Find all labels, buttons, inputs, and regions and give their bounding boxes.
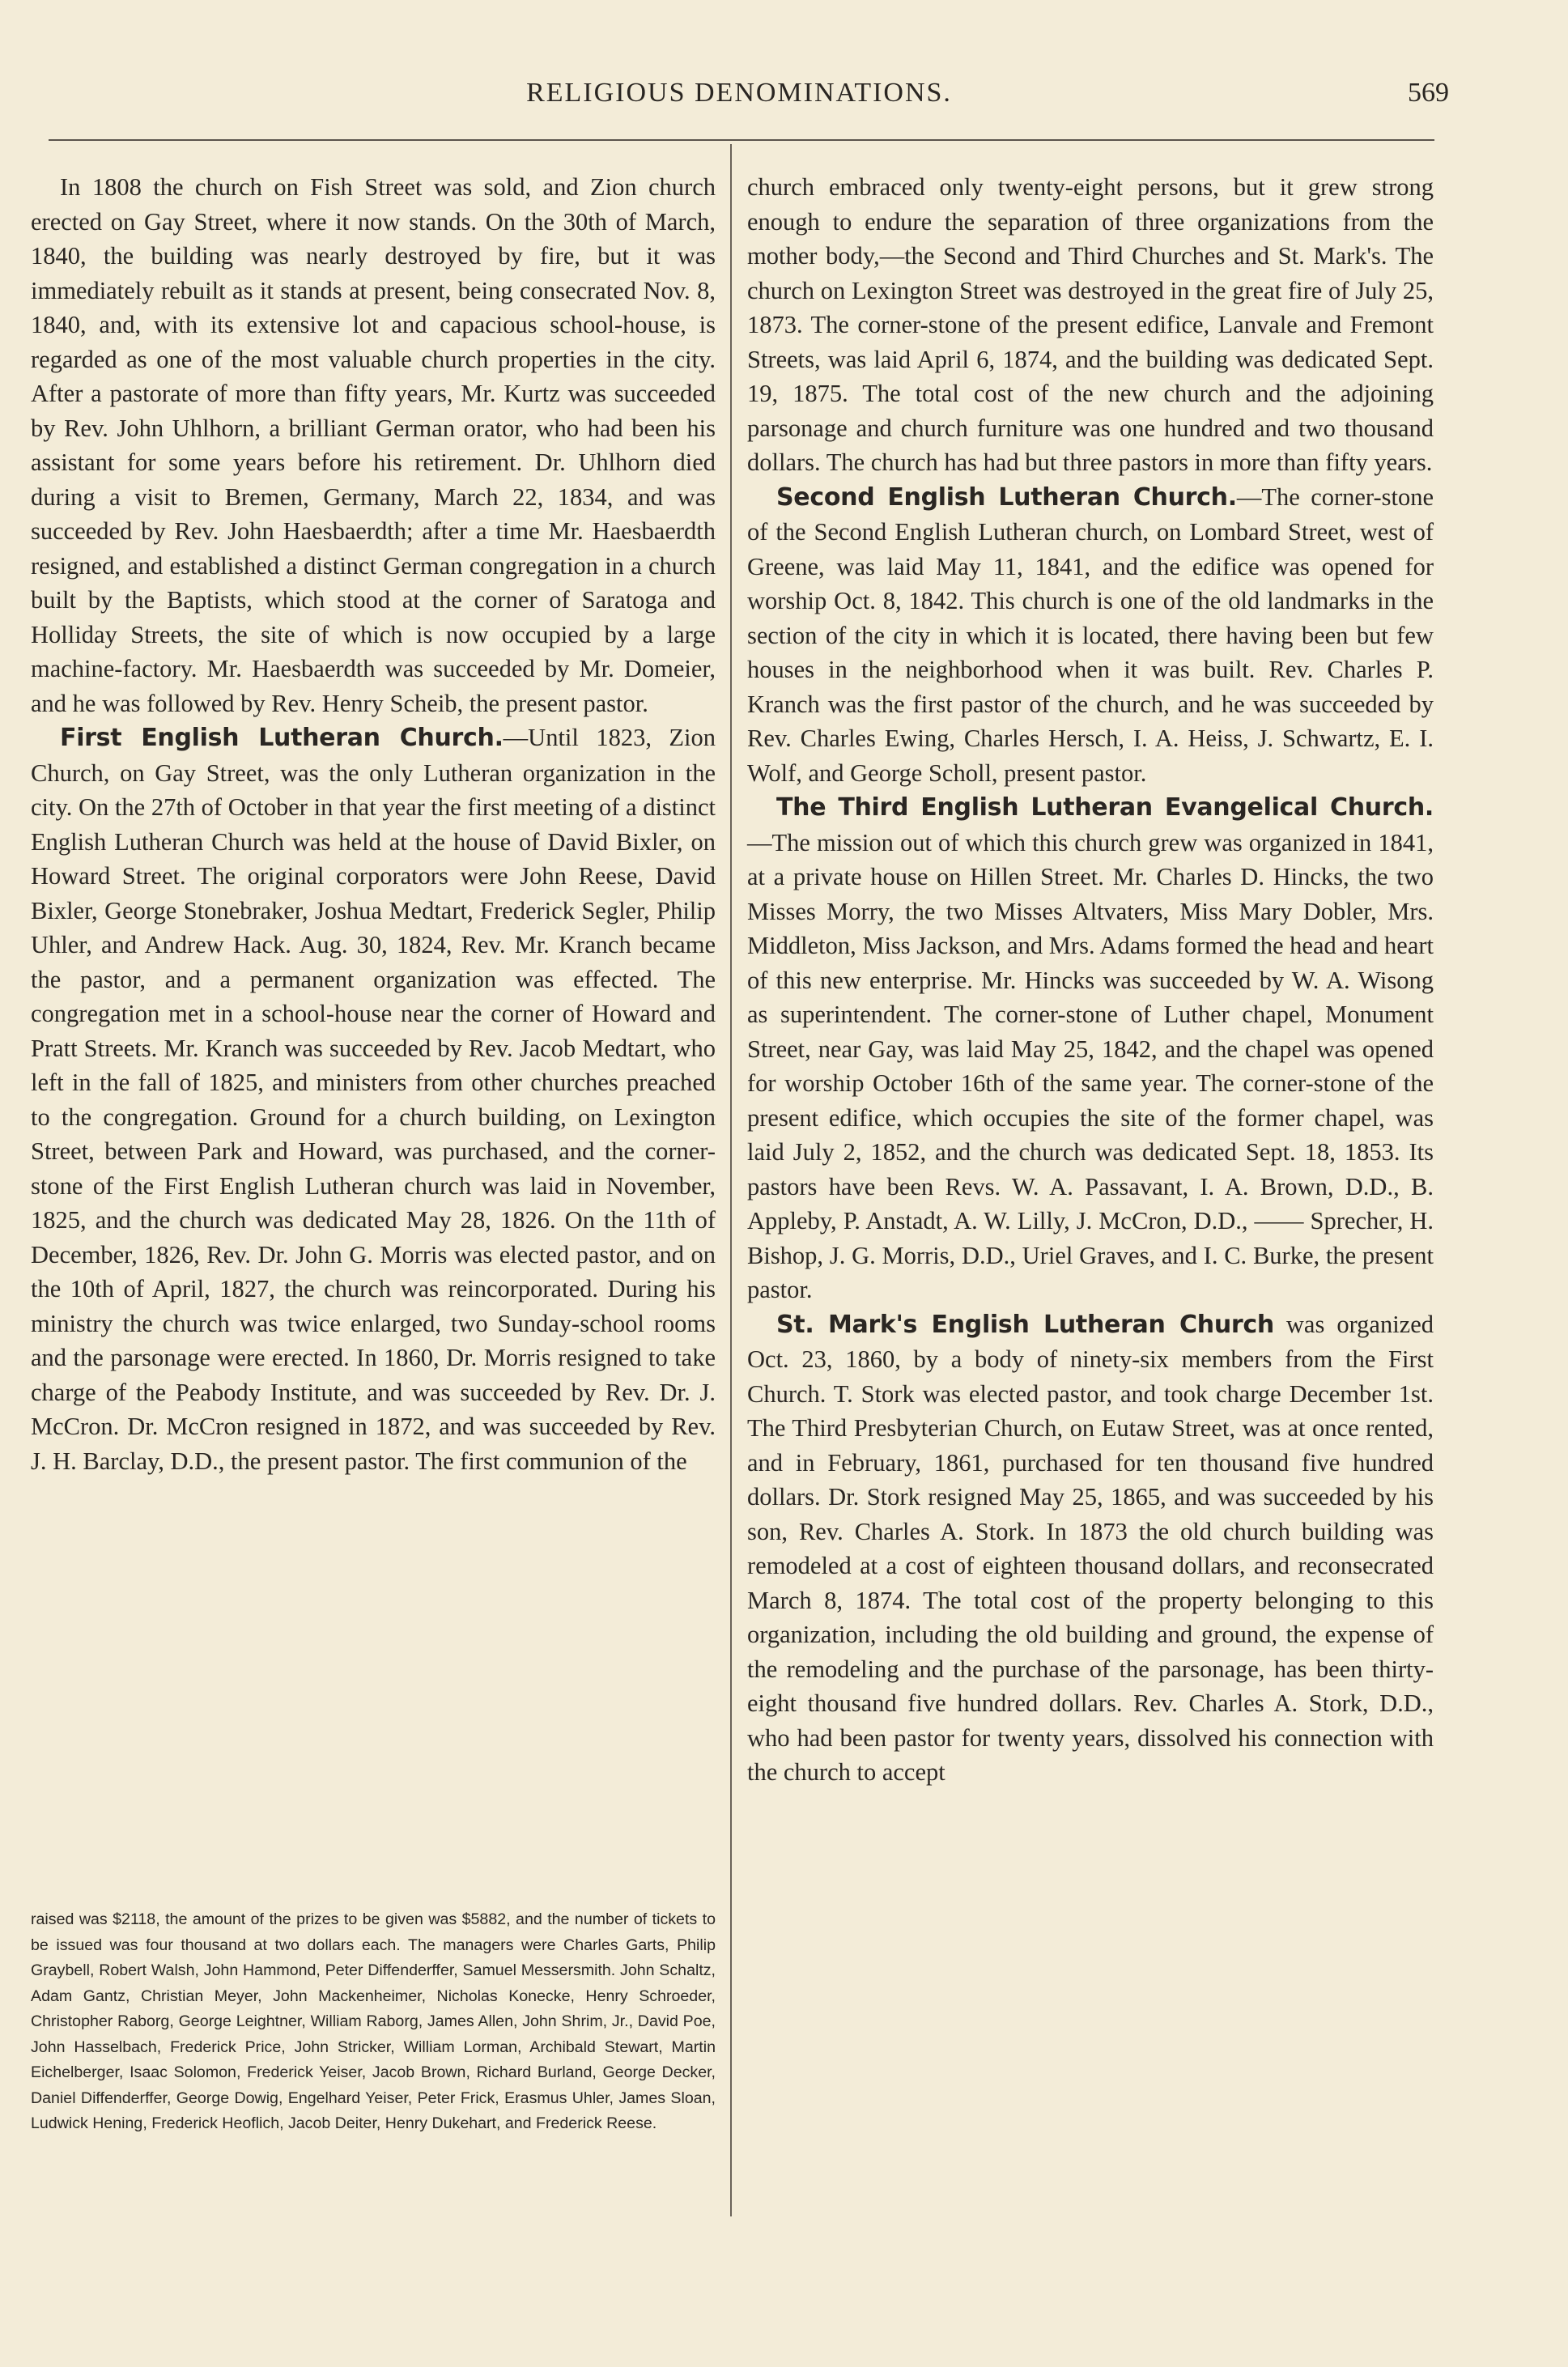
paragraph-text: —The mission out of which this church grew was organized in 1841, at a private house on Hillen Street. Mr. Charles D. Hincks, the two Misses Morry, the two Misses Altvaters, Miss Mary Dobler, Mrs. Middleton, Miss Jackson, and Mrs. Adams formed the head and heart of this new enterprise. Mr. Hincks was succeeded by W. A. Wisong as superintendent. The corner-stone of Luther chapel, Monument Street, near Gay, was laid May 25, 1842, and the chapel was opened for worship October 16th of the same year. The corner-stone of the present edifice, which occupies the site of the former chapel, was laid July 2, 1852, and the church was dedicated Sept. 18, 1853. Its pastors have been Revs. W. A. Passavant, I. A. Brown, D.D., B. Appleby, P. Anstadt, A. W. Lilly, J. McCron, D.D., —— Sprecher, H. Bishop, J. G. Morris, D.D., Uriel Graves, and I. C. Burke, the present pastor.: [747, 828, 1434, 1303]
paragraph-text: —The corner-stone of the Second English Lutheran church, on Lombard Street, west of Greene, was laid May 11, 1841, and the edifice was opened for worship Oct. 8, 1842. This church is one of the old landmarks in the section of the city in which it is located, there having been but few houses in the neighborhood when it was built. Rev. Charles P. Kranch was the first pastor of the church, and he was succeeded by Rev. Charles Ewing, Charles Hersch, I. A. Heiss, J. Schwartz, E. I. Wolf, and George Scholl, present pastor.: [747, 482, 1434, 787]
section-heading-second-english-lutheran: Second English Lutheran Church.: [776, 482, 1237, 512]
page-number: 569: [1408, 78, 1449, 108]
paragraph-text: was organized Oct. 23, 1860, by a body of ninety-six members from the First Church. T. Stork was elected pastor, and took charge December 1st. The Third Presbyterian Church, on Eutaw Street, was at once rented, and in February, 1861, purchased for ten thousand five hundred dollars. Dr. Stork resigned May 25, 1865, and was succeeded by his son, Rev. Charles A. Stork. In 1873 the old church building was remodeled at a cost of eighteen thousand dollars, and reconsecrated March 8, 1874. The total cost of the property belonging to this organization, including the old building and ground, the expense of the remodeling and the purchase of the parsonage, has been thirty-eight thousand five hundred dollars. Rev. Charles A. Stork, D.D., who had been pastor for twenty years, dissolved his connection with the church to accept: [747, 1310, 1434, 1786]
paragraph-first-english-lutheran: [31, 720, 716, 1478]
section-heading-st-marks: St. Mark's English Lutheran Church: [776, 1310, 1274, 1339]
header-rule: [49, 139, 1434, 141]
footnote: raised was $2118, the amount of the prizes to be given was $5882, and the number of tickets to be issued was four thousand at two dollars each. The managers were Charles Garts, Philip Graybell, Robert Walsh, John Hammond, Peter Diffenderffer, Samuel Messersmith. John Schaltz, Adam Gantz, Christian Meyer, John Mackenheimer, Nicholas Konecke, Henry Schroeder, Christopher Raborg, George Leightner, William Raborg, James Allen, John Shrim, Jr., David Poe, John Hasselbach, Frederick Price, John Stricker, William Lorman, Archibald Stewart, Martin Eichelberger, Isaac Solomon, Frederick Yeiser, Jacob Brown, Richard Burland, George Decker, Daniel Diffenderffer, George Dowig, Engelhard Yeiser, Peter Frick, Erasmus Uhler, James Sloan, Ludwick Hening, Frederick Heoflich, Jacob Deiter, Henry Dukehart, and Frederick Reese.: [31, 1910, 716, 2132]
running-head: RELIGIOUS DENOMINATIONS.: [526, 78, 952, 108]
paragraph-st-marks: [747, 1307, 1434, 1790]
paragraph-text: —Until 1823, Zion Church, on Gay Street, was the only Lutheran organization in the city. On the 27th of October in that year the first meeting of a distinct English Lutheran Church was held at the house of David Bixler, on Howard Street. The original corporators were John Reese, David Bixler, George Stonebraker, Joshua Medtart, Frederick Segler, Philip Uhler, and Andrew Hack. Aug. 30, 1824, Rev. Mr. Kranch became the pastor, and a permanent organization was effected. The congregation met in a school-house near the corner of Howard and Pratt Streets. Mr. Kranch was succeeded by Rev. Jacob Medtart, who left in the fall of 1825, and ministers from other churches preached to the congregation. Ground for a church building, on Lexington Street, between Park and Howard, was purchased, and the corner-stone of the First English Lutheran church was laid in November, 1825, and the church was dedicated May 28, 1826. On the 11th of December, 1826, Rev. Dr. John G. Morris was elected pastor, and on the 10th of April, 1827, the church was reincorporated. During his ministry the church was twice enlarged, two Sunday-school rooms and the parsonage were erected. In 1860, Dr. Morris resigned to take charge of the Peabody Institute, and was succeeded by Rev. Dr. J. McCron. Dr. McCron resigned in 1872, and was succeeded by Rev. J. H. Barclay, D.D., the present pastor. The first communion of the: [31, 724, 716, 1475]
paragraph-third-english-lutheran: [747, 790, 1434, 1307]
paragraph-second-english-lutheran: [747, 480, 1434, 791]
section-heading-first-english-lutheran: First English Lutheran Church.: [60, 724, 504, 752]
section-heading-third-english-lutheran: The Third English Lutheran Evangelical Church.: [776, 793, 1434, 822]
right-column: [747, 170, 1434, 1790]
paragraph-zion-church: In 1808 the church on Fish Street was sold, and Zion church erected on Gay Street, where it now stands. On the 30th of March, 1840, the building was nearly destroyed by fire, but it was immediately rebuilt as it stands at present, being consecrated Nov. 8, 1840, and, with its extensive lot and capacious school-house, is regarded as one of the most valuable church properties in the city. After a pastorate of more than fifty years, Mr. Kurtz was succeeded by Rev. John Uhlhorn, a brilliant German orator, who had been his assistant for some years before his retirement. Dr. Uhlhorn died during a visit to Bremen, Germany, March 22, 1834, and was succeeded by Rev. John Haesbaerdth; after a time Mr. Haesbaerdth resigned, and established a distinct German congregation in a church built by the Baptists, which stood at the corner of Saratoga and Holliday Streets, the site of which is now occupied by a large machine-factory. Mr. Haesbaerdth was succeeded by Mr. Domeier, and he was followed by Rev. Henry Scheib, the present pastor.: [31, 173, 716, 717]
page-header: [29, 78, 1449, 126]
left-column: [31, 170, 716, 1478]
paragraph-continued: church embraced only twenty-eight persons, but it grew strong enough to endure the separation of three organizations from the mother body,—the Second and Third Churches and St. Mark's. The church on Lexington Street was destroyed in the great fire of July 25, 1873. The corner-stone of the present edifice, Lanvale and Fremont Streets, was laid April 6, 1874, and the building was dedicated Sept. 19, 1875. The total cost of the new church and the adjoining parsonage and church furniture was one hundred and two thousand dollars. The church has had but three pastors in more than fifty years.: [747, 173, 1434, 476]
column-divider: [730, 144, 732, 2216]
